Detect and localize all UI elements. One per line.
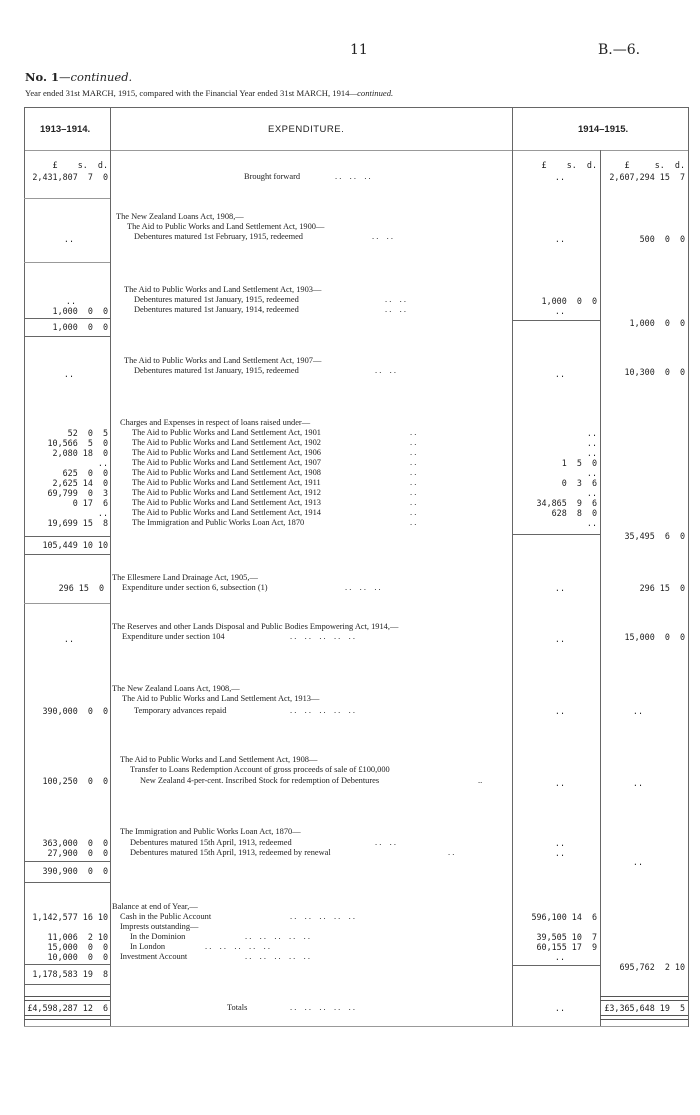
brought-forward-mid: .. — [554, 172, 565, 182]
leader-dots: . . . . . . . . . . — [290, 912, 355, 921]
leader-dots: . . — [410, 468, 417, 477]
charges-row-left: 2,080 18 0 — [52, 448, 108, 458]
rule-double — [600, 1015, 688, 1020]
row-left-total: 390,900 0 0 — [42, 866, 108, 876]
row-label: Imprests outstanding— — [120, 922, 199, 931]
charges-row-mid: 34,865 9 6 — [536, 498, 597, 508]
row-mid: .. — [554, 778, 565, 788]
row-mid: .. — [554, 583, 565, 593]
leader-dots: . . . . . . . . . . — [245, 932, 310, 941]
brought-forward-left: 2,431,807 7 0 — [32, 172, 108, 182]
brought-forward-label: Brought forward — [244, 172, 301, 181]
charges-row-left: 10,566 5 0 — [47, 438, 108, 448]
row-label: In London — [130, 942, 166, 951]
rule-right — [688, 107, 689, 1027]
leader-dots: . . — [410, 488, 417, 497]
charges-row-label: The Aid to Public Works and Land Settlement Act, 1908 — [132, 468, 321, 477]
charges-row-mid: .. — [586, 428, 597, 438]
rule — [24, 861, 110, 862]
row-right: 500 0 0 — [639, 234, 685, 244]
rule — [24, 603, 110, 604]
rule-bottom — [24, 1026, 688, 1027]
section-heading: The Reserves and other Lands Disposal and Public Bodies Empowering Act, 1914,— — [112, 622, 399, 631]
row-mid: 39,505 10 7 — [536, 932, 597, 942]
row-left: 296 15 0 — [58, 583, 104, 593]
rule — [24, 554, 110, 555]
leader-dots: . . . . . . . . . . — [290, 1003, 355, 1012]
charges-row-left: 69,799 0 3 — [47, 488, 108, 498]
leader-dots: . . — [410, 448, 417, 457]
charges-left-total: 105,449 10 10 — [42, 540, 108, 550]
charges-row-mid: .. — [586, 518, 597, 528]
charges-row-mid: .. — [586, 488, 597, 498]
charges-row-left: 52 0 5 — [67, 428, 108, 438]
section-heading: The Aid to Public Works and Land Settlement Act, 1903— — [124, 285, 322, 294]
rule — [24, 536, 110, 537]
charges-row-mid: .. — [586, 448, 597, 458]
table-number-label: No. 1 — [25, 70, 59, 84]
leader-dots: . . — [410, 458, 417, 467]
charges-row-mid: 628 8 0 — [551, 508, 597, 518]
leader-dots: . . . . — [385, 305, 406, 314]
row-left: 15,000 0 0 — [47, 942, 108, 952]
row-mid: .. — [554, 706, 565, 716]
currency-mid: £ s. d. — [541, 160, 597, 170]
row-label: New Zealand 4-per-cent. Inscribed Stock for redemption of Debentures — [140, 776, 380, 785]
table-number-suffix: —continued. — [59, 70, 133, 84]
charges-row-label: The Aid to Public Works and Land Settlement Act, 1901 — [132, 428, 321, 437]
section-subheading: The Aid to Public Works and Land Settlement Act, 1913— — [122, 694, 320, 703]
section-heading: The Aid to Public Works and Land Settlement Act, 1908— — [120, 755, 318, 764]
rule-double — [24, 1015, 110, 1020]
balance-right: 695,762 2 10 — [619, 962, 685, 972]
row-left: .. — [63, 234, 74, 244]
leader-dots: . . . . — [372, 232, 393, 241]
row-label: Debentures matured 15th April, 1913, redeemed — [130, 838, 292, 847]
balance-left-total: 1,178,583 19 8 — [32, 969, 108, 979]
rule-left — [24, 107, 25, 1027]
row-label: Investment Account — [120, 952, 188, 961]
table-subtitle-text: Year ended 31st MARCH, 1915, compared with the Financial Year ended 31st MARCH, 1914 — [25, 88, 350, 98]
rule-col2 — [512, 107, 513, 1027]
row-label: Expenditure under section 104 — [122, 632, 225, 641]
leader-dots: . . — [410, 438, 417, 447]
row-left: 11,006 2 10 — [47, 932, 108, 942]
rule — [24, 964, 110, 965]
brought-forward-right: 2,607,294 15 7 — [609, 172, 685, 182]
charges-row-label: The Aid to Public Works and Land Settlement Act, 1913 — [132, 498, 321, 507]
section-heading: The New Zealand Loans Act, 1908,— — [116, 212, 244, 221]
leader-dots: . . — [410, 478, 417, 487]
rule — [24, 882, 110, 883]
currency-right: £ s. d. — [624, 160, 685, 170]
page-reference: B.—6. — [598, 42, 641, 58]
row-right: 15,000 0 0 — [624, 632, 685, 642]
header-1914-1915: 1914–1915. — [578, 124, 629, 135]
leader-dots: . . . . . . . . . . — [205, 942, 270, 951]
row-left: 27,900 0 0 — [47, 848, 108, 858]
row-right: .. — [632, 778, 643, 788]
leader-dots: .. — [478, 776, 483, 785]
rule-col3 — [600, 150, 601, 1027]
row-left: 1,000 0 0 — [52, 306, 108, 316]
leader-dots: . . . . . . . . . . — [290, 706, 355, 715]
row-label: Debentures matured 1st January, 1915, redeemed — [134, 366, 299, 375]
section-heading: The Immigration and Public Works Loan Act, 1870— — [120, 827, 301, 836]
section-heading: The Ellesmere Land Drainage Act, 1905,— — [112, 573, 258, 582]
charges-row-label: The Aid to Public Works and Land Settlement Act, 1912 — [132, 488, 321, 497]
row-right: 296 15 0 — [639, 583, 685, 593]
row-label: Debentures matured 1st January, 1914, redeemed — [134, 305, 299, 314]
row-label: Expenditure under section 6, subsection (1) — [122, 583, 268, 592]
row-right: .. — [632, 857, 643, 867]
section-subheading: The Aid to Public Works and Land Settlement Act, 1900— — [127, 222, 325, 231]
charges-row-label: The Aid to Public Works and Land Settlement Act, 1907 — [132, 458, 321, 467]
rule — [512, 320, 600, 321]
leader-dots: . . . . . . — [345, 583, 381, 592]
row-mid: .. — [554, 369, 565, 379]
table-number — [25, 70, 132, 84]
section-heading: Charges and Expenses in respect of loans raised under— — [120, 418, 311, 427]
charges-row-label: The Aid to Public Works and Land Settlement Act, 1911 — [132, 478, 321, 487]
table-subtitle — [25, 88, 393, 98]
row-label: Debentures matured 1st February, 1915, redeemed — [134, 232, 303, 241]
rule-double — [24, 996, 110, 1001]
row-right: 1,000 0 0 — [629, 318, 685, 328]
leader-dots: . . . . — [385, 295, 406, 304]
charges-row-label: The Aid to Public Works and Land Settlement Act, 1902 — [132, 438, 321, 447]
row-label: Debentures matured 15th April, 1913, redeemed by renewal — [130, 848, 331, 857]
charges-row-mid: .. — [586, 468, 597, 478]
header-1913-1914: 1913–1914. — [40, 124, 91, 135]
leader-dots: . . . . . . — [335, 172, 371, 181]
row-mid: 60,155 17 9 — [536, 942, 597, 952]
leader-dots: . . — [448, 848, 455, 857]
page-number: 11 — [350, 42, 368, 58]
charges-row-mid: .. — [586, 438, 597, 448]
leader-dots: . . . . . . . . . . — [290, 632, 355, 641]
charges-row-label: The Immigration and Public Works Loan Act, 1870 — [132, 518, 305, 527]
rule — [512, 965, 600, 966]
row-left: .. — [63, 369, 74, 379]
row-right: 10,300 0 0 — [624, 367, 685, 377]
rule-col1 — [110, 107, 111, 1027]
totals-label: Totals — [227, 1003, 248, 1012]
row-left: 1,142,577 16 10 — [32, 912, 108, 922]
rule — [24, 318, 110, 319]
row-label: Temporary advances repaid — [134, 706, 227, 715]
totals-mid: .. — [554, 1003, 565, 1013]
rule-top — [24, 107, 688, 108]
row-mid: .. — [554, 952, 565, 962]
charges-row-mid: 0 3 6 — [561, 478, 597, 488]
totals-left: £4,598,287 12 6 — [27, 1003, 108, 1013]
charges-row-label: The Aid to Public Works and Land Settlement Act, 1914 — [132, 508, 321, 517]
totals-right: £3,365,648 19 5 — [604, 1003, 685, 1013]
rule — [24, 262, 110, 263]
rule — [24, 984, 110, 985]
leader-dots: . . . . . . . . . . — [245, 952, 310, 961]
row-left: .. — [65, 296, 76, 306]
charges-row-left: 2,625 14 0 — [52, 478, 108, 488]
charges-row-left: 0 17 6 — [72, 498, 108, 508]
rule — [24, 336, 110, 337]
row-left: .. — [63, 634, 74, 644]
row-label: In the Dominion — [130, 932, 186, 941]
rule — [24, 198, 110, 199]
section-heading: The Aid to Public Works and Land Settlement Act, 1907— — [124, 356, 322, 365]
charges-row-left: .. — [97, 458, 108, 468]
charges-row-mid: 1 5 0 — [561, 458, 597, 468]
row-mid: 596,100 14 6 — [531, 912, 597, 922]
leader-dots: . . — [410, 428, 417, 437]
section-heading: Balance at end of Year,— — [112, 902, 198, 911]
charges-row-label: The Aid to Public Works and Land Settlement Act, 1906 — [132, 448, 321, 457]
rule — [512, 534, 600, 535]
currency-left: £ s. d. — [52, 160, 108, 170]
rule-double — [600, 996, 688, 1001]
charges-right: 35,495 6 0 — [624, 531, 685, 541]
row-left: 100,250 0 0 — [42, 776, 108, 786]
row-left: 390,000 0 0 — [42, 706, 108, 716]
row-mid: .. — [554, 634, 565, 644]
leader-dots: . . — [410, 498, 417, 507]
row-label: Debentures matured 1st January, 1915, redeemed — [134, 295, 299, 304]
table-subtitle-suffix: —continued. — [349, 88, 394, 98]
charges-row-left: 19,699 15 8 — [47, 518, 108, 528]
row-left: 363,000 0 0 — [42, 838, 108, 848]
row-right: .. — [632, 706, 643, 716]
row-mid: .. — [554, 234, 565, 244]
row-mid: .. — [554, 838, 565, 848]
row-mid: .. — [554, 306, 565, 316]
section-heading: The New Zealand Loans Act, 1908,— — [112, 684, 240, 693]
charges-row-left: .. — [97, 508, 108, 518]
row-mid: .. — [554, 848, 565, 858]
row-label: Transfer to Loans Redemption Account of gross proceeds of sale of £100,000 — [130, 765, 390, 774]
rule-header — [24, 150, 688, 151]
leader-dots: . . — [410, 508, 417, 517]
leader-dots: . . . . — [375, 838, 396, 847]
row-label: Cash in the Public Account — [120, 912, 212, 921]
leader-dots: . . . . — [375, 366, 396, 375]
leader-dots: . . — [410, 518, 417, 527]
row-left-total: 1,000 0 0 — [52, 322, 108, 332]
charges-row-left: 625 0 0 — [62, 468, 108, 478]
row-mid: 1,000 0 0 — [541, 296, 597, 306]
header-expenditure: EXPENDITURE. — [268, 124, 345, 135]
row-left: 10,000 0 0 — [47, 952, 108, 962]
